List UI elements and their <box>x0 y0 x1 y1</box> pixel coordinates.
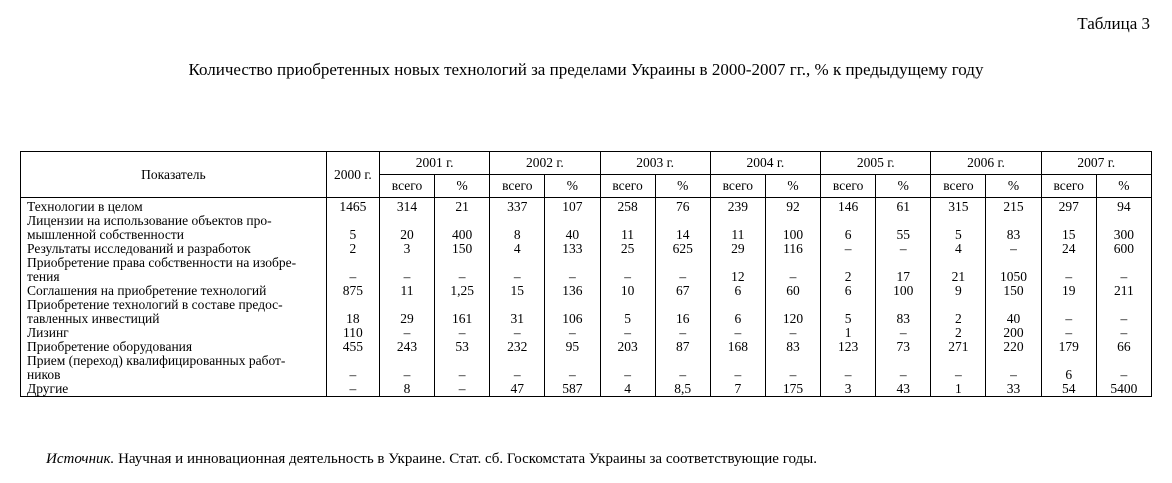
table-body <box>21 198 1152 397</box>
table-cell: – <box>765 326 820 340</box>
table-row <box>21 382 1152 397</box>
row-label: Лицензии на использование объектов про- мышленной собственности <box>21 214 327 242</box>
table-cell: 315 <box>931 198 986 215</box>
table-cell: 8,5 <box>655 382 710 397</box>
table-cell: 31 <box>490 298 545 326</box>
table-cell: – <box>1041 298 1096 326</box>
table-cell: 83 <box>986 214 1041 242</box>
table-cell: 2 <box>326 242 379 256</box>
row-label: Приобретение права собственности на изобре- тения <box>21 256 327 284</box>
table-cell: 1,25 <box>435 284 490 298</box>
table-cell: 47 <box>490 382 545 397</box>
table-row <box>21 284 1152 298</box>
table-cell: – <box>326 382 379 397</box>
table-cell: 40 <box>545 214 600 242</box>
table-cell: 110 <box>326 326 379 340</box>
header-total: всего <box>600 175 655 198</box>
header-percent: % <box>986 175 1041 198</box>
table-cell: 16 <box>655 298 710 326</box>
table-cell: 400 <box>435 214 490 242</box>
table-cell: 1 <box>931 382 986 397</box>
table-cell: 232 <box>490 340 545 354</box>
table-cell: 12 <box>710 256 765 284</box>
table-cell: 150 <box>435 242 490 256</box>
table-cell: 120 <box>765 298 820 326</box>
header-total: всего <box>1041 175 1096 198</box>
table-cell: – <box>1096 326 1151 340</box>
table-cell: – <box>490 326 545 340</box>
table-cell: 258 <box>600 198 655 215</box>
table-cell: – <box>490 354 545 382</box>
table-cell: 6 <box>1041 354 1096 382</box>
header-percent: % <box>655 175 710 198</box>
table-cell: 133 <box>545 242 600 256</box>
table-cell: – <box>765 256 820 284</box>
table-cell: 33 <box>986 382 1041 397</box>
table-cell: 106 <box>545 298 600 326</box>
source-text: Научная и инновационная деятельность в Украине. Стат. сб. Госкомстата Украины за соответствующие годы. <box>114 451 818 467</box>
table-cell: 297 <box>1041 198 1096 215</box>
table-row <box>21 326 1152 340</box>
table-cell: 29 <box>710 242 765 256</box>
table-row <box>21 354 1152 382</box>
table-title: Количество приобретенных новых технологий за пределами Украины в 2000-2007 гг., % к предыдущему году <box>188 60 984 79</box>
table-cell: 6 <box>710 298 765 326</box>
table-cell: 587 <box>545 382 600 397</box>
table-cell: 161 <box>435 298 490 326</box>
table-cell: – <box>986 242 1041 256</box>
table-cell: 3 <box>379 242 434 256</box>
table-cell: 1050 <box>986 256 1041 284</box>
table-cell: 2 <box>821 256 876 284</box>
table-cell: 87 <box>655 340 710 354</box>
header-total: всего <box>710 175 765 198</box>
table-cell: 116 <box>765 242 820 256</box>
table-cell: – <box>986 354 1041 382</box>
table-cell: 6 <box>821 284 876 298</box>
table-number: Таблица 3 <box>1077 14 1150 33</box>
header-row-years <box>21 152 1152 175</box>
row-label: Прием (переход) квалифицированных работ- ников <box>21 354 327 382</box>
table-cell: 136 <box>545 284 600 298</box>
table-cell: 3 <box>821 382 876 397</box>
table-cell: – <box>1041 256 1096 284</box>
row-label: Приобретение технологий в составе предос- тавленных инвестиций <box>21 298 327 326</box>
table-cell: 5 <box>326 214 379 242</box>
table-cell: 179 <box>1041 340 1096 354</box>
row-label: Результаты исследований и разработок <box>21 242 327 256</box>
table-cell: – <box>545 256 600 284</box>
header-total: всего <box>490 175 545 198</box>
table-cell: 1465 <box>326 198 379 215</box>
row-label: Технологии в целом <box>21 198 327 215</box>
header-percent: % <box>435 175 490 198</box>
table-cell: – <box>1096 298 1151 326</box>
table-cell: 123 <box>821 340 876 354</box>
row-label: Лизинг <box>21 326 327 340</box>
table-cell: 146 <box>821 198 876 215</box>
table-cell: – <box>655 354 710 382</box>
table-cell: 61 <box>876 198 931 215</box>
table-cell: 2 <box>931 298 986 326</box>
table-cell: – <box>931 354 986 382</box>
source-note <box>46 451 817 468</box>
table-cell: 271 <box>931 340 986 354</box>
table-row <box>21 298 1152 326</box>
table-cell: – <box>600 326 655 340</box>
table-row <box>21 340 1152 354</box>
table-cell: 5 <box>600 298 655 326</box>
header-year: 2002 г. <box>490 152 600 175</box>
table-cell: – <box>765 354 820 382</box>
table-cell: 11 <box>710 214 765 242</box>
table-cell: 20 <box>379 214 434 242</box>
row-label: Соглашения на приобретение технологий <box>21 284 327 298</box>
table-cell: 5 <box>931 214 986 242</box>
table-cell: 11 <box>379 284 434 298</box>
header-year-2000: 2000 г. <box>326 152 379 198</box>
table-cell: 100 <box>876 284 931 298</box>
source-prefix: Источник. <box>46 451 115 467</box>
table-cell: – <box>600 256 655 284</box>
header-year: 2001 г. <box>379 152 489 175</box>
table-cell: – <box>379 326 434 340</box>
table-cell: – <box>710 354 765 382</box>
table-cell: – <box>1096 354 1151 382</box>
table-cell: – <box>435 382 490 397</box>
table-cell: 1 <box>821 326 876 340</box>
table-cell: 455 <box>326 340 379 354</box>
table-cell: 54 <box>1041 382 1096 397</box>
header-year: 2006 г. <box>931 152 1041 175</box>
header-year: 2007 г. <box>1041 152 1151 175</box>
table-cell: – <box>435 354 490 382</box>
table-cell: 875 <box>326 284 379 298</box>
table-cell: – <box>876 242 931 256</box>
table-cell: 314 <box>379 198 434 215</box>
table-cell: – <box>1041 326 1096 340</box>
table-row <box>21 214 1152 242</box>
table-cell: 21 <box>435 198 490 215</box>
table-cell: – <box>545 354 600 382</box>
table-row <box>21 242 1152 256</box>
table-cell: 43 <box>876 382 931 397</box>
table-cell: – <box>876 326 931 340</box>
table-cell: 66 <box>1096 340 1151 354</box>
table-cell: 17 <box>876 256 931 284</box>
table-cell: 168 <box>710 340 765 354</box>
header-percent: % <box>1096 175 1151 198</box>
table-cell: 83 <box>765 340 820 354</box>
table-cell: – <box>655 326 710 340</box>
table-cell: – <box>326 256 379 284</box>
table-cell: 5 <box>821 298 876 326</box>
table-cell: – <box>490 256 545 284</box>
table-cell: 15 <box>1041 214 1096 242</box>
table-cell: 29 <box>379 298 434 326</box>
table-cell: 83 <box>876 298 931 326</box>
row-label: Другие <box>21 382 327 397</box>
table-cell: – <box>545 326 600 340</box>
table-cell: 18 <box>326 298 379 326</box>
table-cell: 239 <box>710 198 765 215</box>
table-cell: 243 <box>379 340 434 354</box>
table-cell: – <box>655 256 710 284</box>
table-cell: 6 <box>710 284 765 298</box>
header-year: 2004 г. <box>710 152 820 175</box>
table-cell: 4 <box>931 242 986 256</box>
table-cell: – <box>326 354 379 382</box>
table-cell: 5400 <box>1096 382 1151 397</box>
table-cell: 4 <box>600 382 655 397</box>
table-cell: 60 <box>765 284 820 298</box>
table-cell: 40 <box>986 298 1041 326</box>
table-cell: 94 <box>1096 198 1151 215</box>
table-cell: 21 <box>931 256 986 284</box>
table-cell: 73 <box>876 340 931 354</box>
header-percent: % <box>876 175 931 198</box>
table-cell: 67 <box>655 284 710 298</box>
table-cell: 14 <box>655 214 710 242</box>
table-cell: 7 <box>710 382 765 397</box>
table-cell: – <box>710 326 765 340</box>
table-cell: 24 <box>1041 242 1096 256</box>
table-row <box>21 198 1152 215</box>
table-cell: – <box>821 242 876 256</box>
table-cell: 8 <box>490 214 545 242</box>
header-year: 2003 г. <box>600 152 710 175</box>
table-cell: 10 <box>600 284 655 298</box>
table-cell: 55 <box>876 214 931 242</box>
table-cell: – <box>435 326 490 340</box>
header-percent: % <box>545 175 600 198</box>
table-cell: 53 <box>435 340 490 354</box>
table-cell: – <box>435 256 490 284</box>
table-cell: 211 <box>1096 284 1151 298</box>
data-table <box>20 151 1152 397</box>
table-cell: 2 <box>931 326 986 340</box>
table-cell: 4 <box>490 242 545 256</box>
table-cell: 9 <box>931 284 986 298</box>
table-cell: – <box>379 256 434 284</box>
table-cell: 203 <box>600 340 655 354</box>
table-cell: 100 <box>765 214 820 242</box>
table-cell: – <box>600 354 655 382</box>
header-total: всего <box>821 175 876 198</box>
table-cell: 300 <box>1096 214 1151 242</box>
table-cell: 6 <box>821 214 876 242</box>
table-cell: 95 <box>545 340 600 354</box>
table-cell: 8 <box>379 382 434 397</box>
table-cell: 15 <box>490 284 545 298</box>
table-cell: 107 <box>545 198 600 215</box>
table-cell: 92 <box>765 198 820 215</box>
table-cell: 625 <box>655 242 710 256</box>
table-cell: 11 <box>600 214 655 242</box>
table-cell: 19 <box>1041 284 1096 298</box>
table-cell: 150 <box>986 284 1041 298</box>
table-cell: 76 <box>655 198 710 215</box>
table-cell: – <box>1096 256 1151 284</box>
table-cell: 25 <box>600 242 655 256</box>
header-total: всего <box>931 175 986 198</box>
header-total: всего <box>379 175 434 198</box>
table-cell: 220 <box>986 340 1041 354</box>
header-year: 2005 г. <box>821 152 931 175</box>
row-label: Приобретение оборудования <box>21 340 327 354</box>
table-cell: 337 <box>490 198 545 215</box>
table-cell: 215 <box>986 198 1041 215</box>
table-cell: – <box>876 354 931 382</box>
table-cell: 600 <box>1096 242 1151 256</box>
table-cell: 175 <box>765 382 820 397</box>
table-cell: 200 <box>986 326 1041 340</box>
header-indicator: Показатель <box>21 152 327 198</box>
table-row <box>21 256 1152 284</box>
table-cell: – <box>821 354 876 382</box>
table-cell: – <box>379 354 434 382</box>
header-percent: % <box>765 175 820 198</box>
